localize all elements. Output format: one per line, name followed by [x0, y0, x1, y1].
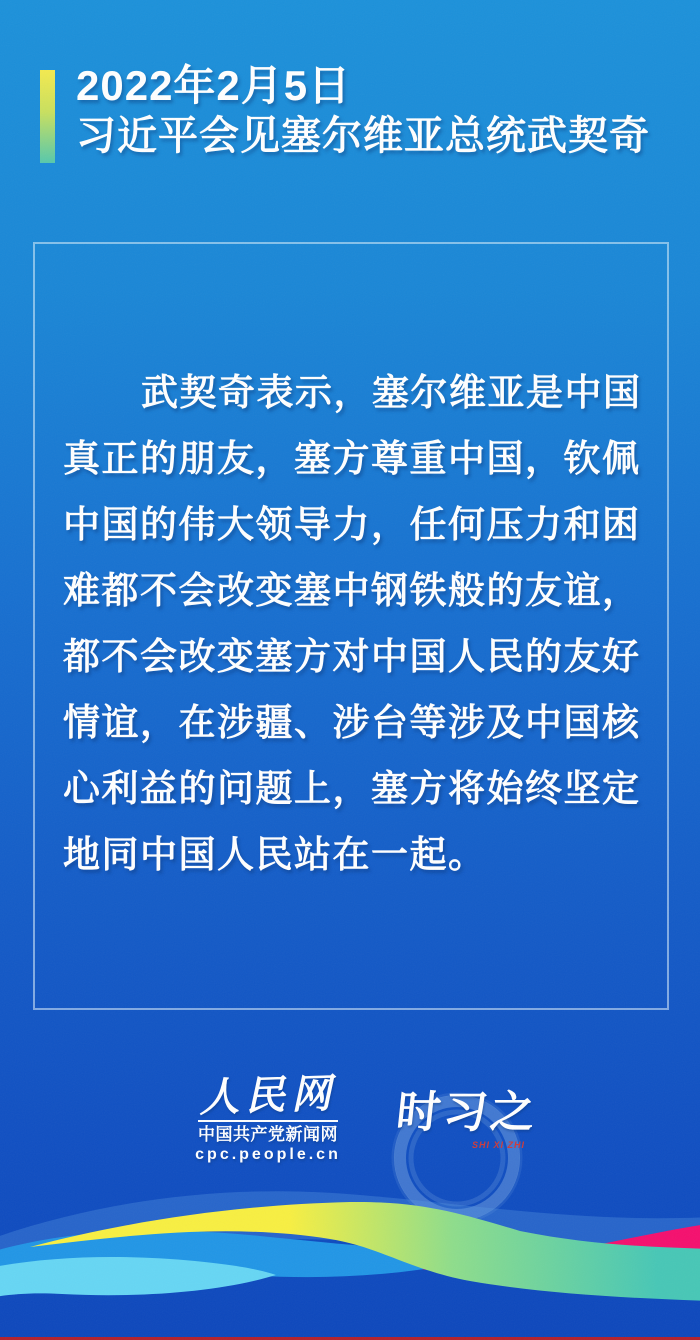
- quote-line: 都不会改变塞方对中国人民的友好: [63, 636, 641, 677]
- decorative-waves: [0, 1105, 700, 1340]
- quote-text: [63, 360, 643, 888]
- quote-line: 地同中国人民站在一起。: [63, 834, 487, 875]
- quote-line: 情谊，在涉疆、涉台等涉及中国核: [63, 702, 641, 743]
- event-date: 2022年2月5日: [76, 62, 352, 109]
- quote-line: 武契奇表示，塞尔维亚是中国: [141, 372, 642, 413]
- people-net-site-url: cpc.people.cn: [195, 1145, 341, 1163]
- header: [76, 62, 650, 160]
- people-net-site-name: 中国共产党新闻网: [198, 1125, 338, 1144]
- event-title: 习近平会见塞尔维亚总统武契奇: [76, 114, 650, 159]
- people-net-script-logo: 人民网: [198, 1071, 338, 1121]
- header-accent-bar: [40, 70, 55, 163]
- shixizhi-wordmark: 时习之: [393, 1088, 541, 1137]
- quote-line: 真正的朋友，塞方尊重中国，钦佩: [63, 438, 641, 479]
- quote-line: 难都不会改变塞中钢铁般的友谊，: [63, 570, 641, 611]
- quote-box: [33, 242, 669, 1010]
- quote-line: 心利益的问题上，塞方将始终坚定: [63, 768, 641, 809]
- quote-line: 中国的伟大领导力，任何压力和困: [63, 504, 641, 545]
- shixizhi-latin-caption: SHI XI ZHI: [471, 1140, 525, 1150]
